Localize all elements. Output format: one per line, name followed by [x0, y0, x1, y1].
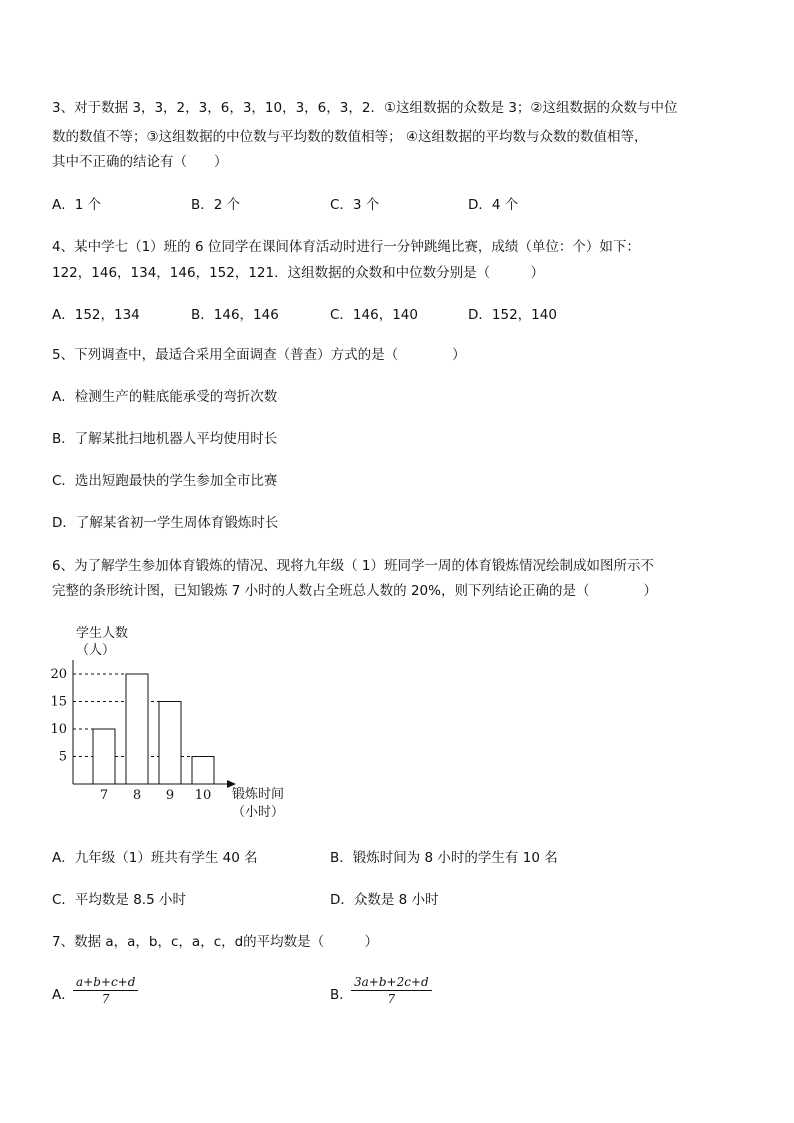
q6-option-a[interactable]: A．九年级（1）班共有学生 40 名 — [52, 850, 258, 866]
y-tick-label: 5 — [58, 749, 67, 765]
y-axis-label-line1: 学生人数 — [76, 626, 129, 641]
x-tick-label: 9 — [165, 788, 175, 803]
q6-option-b[interactable]: B．锻炼时间为 8 小时的学生有 10 名 — [330, 850, 558, 866]
q7-option-a-label[interactable]: A． — [52, 987, 75, 1003]
q3-option-c[interactable]: C．3 个 — [330, 197, 380, 213]
q7-stem-line1: 7、数据 a，a，b，c，a，c，d的平均数是（ ） — [52, 934, 379, 950]
bar-chart — [40, 620, 310, 825]
q7-option-a-denominator: 7 — [101, 992, 110, 1006]
q5-option-b[interactable]: B．了解某批扫地机器人平均使用时长 — [52, 431, 278, 447]
x-axis-label-line2: （小时） — [232, 805, 285, 820]
x-tick-label: 8 — [132, 788, 142, 803]
y-tick-label: 15 — [50, 694, 67, 710]
q6-stem-line2: 完整的条形统计图，已知锻炼 7 小时的人数占全班总人数的 20%，则下列结论正确的是（ ） — [52, 583, 657, 599]
q3-stem-line3: 其中不正确的结论有（ ） — [52, 154, 228, 170]
q5-stem-line1: 5、下列调查中，最适合采用全面调查（普查）方式的是（ ） — [52, 347, 466, 363]
q4-option-c[interactable]: C．146，140 — [330, 307, 418, 323]
q6-option-c[interactable]: C．平均数是 8.5 小时 — [52, 892, 186, 908]
q5-option-c[interactable]: C．选出短跑最快的学生参加全市比赛 — [52, 473, 278, 489]
x-tick-label: 7 — [99, 788, 109, 803]
q7-option-b-denominator: 7 — [387, 992, 396, 1006]
bar-8 — [126, 674, 148, 784]
q3-stem-line1: 3、对于数据 3，3，2，3，6，3，10，3，6，3，2．①这组数据的众数是 3；②这组数据的众数与中位 — [52, 100, 678, 116]
q4-option-b[interactable]: B．146，146 — [191, 307, 279, 323]
q5-option-d[interactable]: D．了解某省初一学生周体育锻炼时长 — [52, 515, 279, 531]
x-tick-label: 10 — [194, 788, 212, 803]
q7-option-b-label[interactable]: B． — [330, 987, 353, 1003]
bar-10 — [192, 757, 214, 785]
q4-option-d[interactable]: D．152，140 — [468, 307, 557, 323]
q3-option-d[interactable]: D．4 个 — [468, 197, 519, 213]
x-axis-label-line1: 锻炼时间 — [232, 787, 285, 802]
q4-stem-line2: 122，146，134，146，152，121．这组数据的众数和中位数分别是（ ） — [52, 265, 545, 281]
q3-option-a[interactable]: A．1 个 — [52, 197, 102, 213]
q6-stem-line1: 6、为了解学生参加体育锻炼的情况、现将九年级（ 1）班同学一周的体育锻炼情况绘制成如图所示不 — [52, 558, 654, 574]
q7-option-a-fraction[interactable] — [73, 975, 138, 1006]
q3-option-b[interactable]: B．2 个 — [191, 197, 241, 213]
y-tick-label: 20 — [50, 667, 67, 682]
q4-stem-line1: 4、某中学七（1）班的 6 位同学在课间体育活动时进行一分钟跳绳比赛，成绩（单位：个）如下： — [52, 239, 640, 255]
q7-option-a-numerator: a+b+c+d — [73, 975, 138, 991]
y-tick-label: 10 — [50, 722, 67, 737]
q5-option-a[interactable]: A．检测生产的鞋底能承受的弯折次数 — [52, 389, 278, 405]
y-axis-label-line2: （人） — [76, 643, 116, 658]
q6-option-d[interactable]: D．众数是 8 小时 — [330, 892, 439, 908]
bar-9 — [159, 702, 181, 785]
q7-option-b-numerator: 3a+b+2c+d — [351, 975, 432, 991]
bar-7 — [93, 729, 115, 784]
q7-option-b-fraction[interactable] — [351, 975, 432, 1006]
q3-stem-line2: 数的数值不等；③这组数据的中位数与平均数的数值相等； ④这组数据的平均数与众数的数值相等， — [52, 129, 648, 145]
q4-option-a[interactable]: A．152，134 — [52, 307, 140, 323]
